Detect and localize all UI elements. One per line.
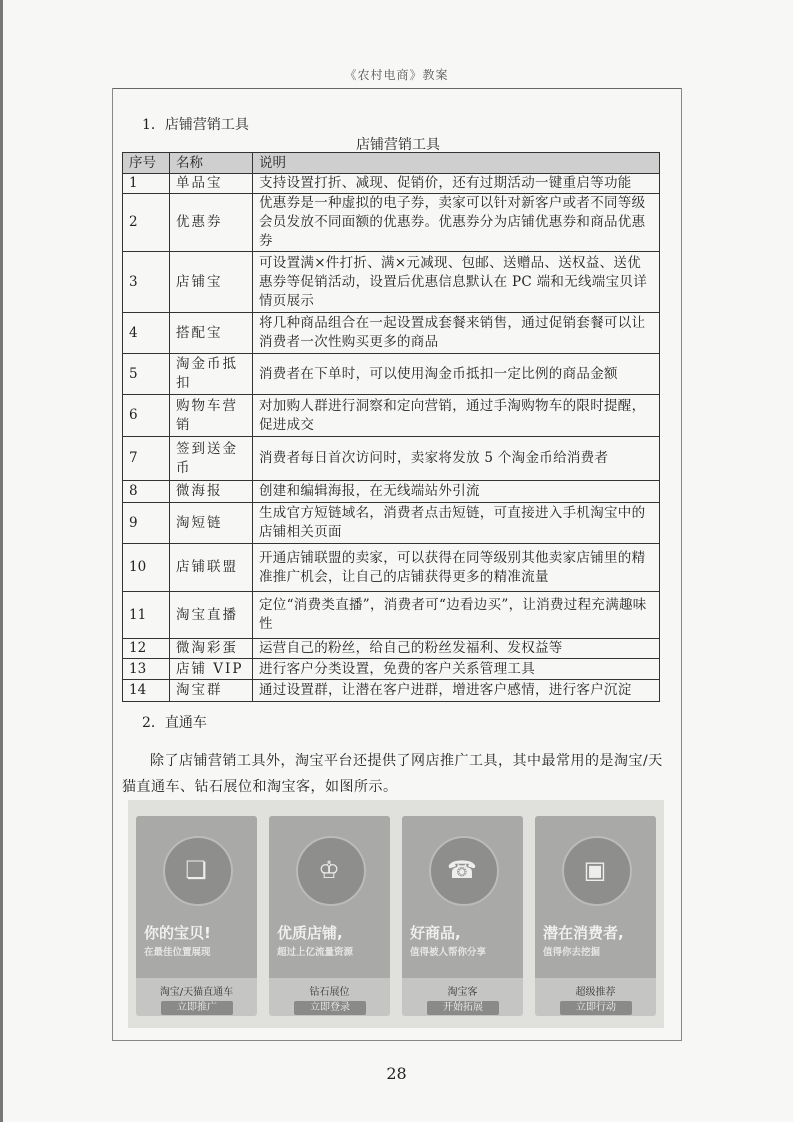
tool-name: 购物车营销 xyxy=(170,395,253,437)
phone-share-icon: ☎ xyxy=(447,856,477,884)
card-subline: 值得你去挖掘 xyxy=(543,947,601,958)
tool-name: 微海报 xyxy=(170,481,253,503)
tool-description: 通过设置群，让潜在客户进群，增进客户感情，进行客户沉淀 xyxy=(253,680,660,702)
crown-monitor-icon: ♔ xyxy=(318,856,340,884)
card-brand: 超级推荐 xyxy=(575,987,616,998)
row-number: 7 xyxy=(123,437,170,481)
card-button[interactable]: 立即推广 xyxy=(161,1001,233,1015)
table-row xyxy=(123,395,660,437)
table-row xyxy=(123,680,660,702)
devices-icon: ❏ xyxy=(185,856,207,884)
running-header: 《农村电商》教案 xyxy=(344,68,449,82)
table-row xyxy=(123,481,660,503)
table-row xyxy=(123,313,660,354)
section-heading-through-train: 2．直通车 xyxy=(142,715,207,731)
card-headline: 你的宝贝! xyxy=(144,924,211,942)
column-header-name: 名称 xyxy=(170,153,253,174)
card-headline: 好商品, xyxy=(410,924,461,942)
tool-name: 淘金币抵扣 xyxy=(170,354,253,395)
tool-name: 店铺 VIP xyxy=(170,659,253,680)
tool-description: 进行客户分类设置，免费的客户关系管理工具 xyxy=(253,659,660,680)
row-number: 10 xyxy=(123,544,170,592)
promo-card-diamond xyxy=(269,816,390,1016)
tool-name: 淘短链 xyxy=(170,503,253,544)
card-subline: 在最佳位置展现 xyxy=(144,947,211,958)
promo-card-taobaoke xyxy=(402,816,523,1016)
table-row xyxy=(123,592,660,639)
card-subline: 值得被人帮你分享 xyxy=(410,947,487,958)
tool-description: 创建和编辑海报，在无线端站外引流 xyxy=(253,481,660,503)
tool-name: 店铺宝 xyxy=(170,252,253,313)
card-brand: 淘宝客 xyxy=(447,987,478,998)
tool-description: 将几种商品组合在一起设置成套餐来销售，通过促销套餐可以让消费者一次性购买更多的商品 xyxy=(253,313,660,354)
table-row xyxy=(123,174,660,194)
tool-description: 定位“消费类直播”，消费者可“边看边买”，让消费过程充满趣味性 xyxy=(253,592,660,639)
table-caption: 店铺营销工具 xyxy=(356,137,440,153)
row-number: 12 xyxy=(123,639,170,659)
row-number: 6 xyxy=(123,395,170,437)
row-number: 14 xyxy=(123,680,170,702)
body-paragraph: 除了店铺营销工具外，淘宝平台还提供了网店推广工具，其中最常用的是淘宝/天猫直通车、钻石展位和淘宝客，如图所示。 xyxy=(122,753,663,795)
row-number: 8 xyxy=(123,481,170,503)
section-heading-tools: 1．店铺营销工具 xyxy=(142,117,249,133)
tool-name: 搭配宝 xyxy=(170,313,253,354)
tool-description: 消费者每日首次访问时，卖家将发放 5 个淘金币给消费者 xyxy=(253,437,660,481)
card-headline: 优质店铺, xyxy=(277,924,343,942)
card-headline: 潜在消费者, xyxy=(543,924,624,942)
frame-right-border xyxy=(681,88,682,1040)
row-number: 1 xyxy=(123,174,170,194)
row-number: 13 xyxy=(123,659,170,680)
tool-description: 优惠券是一种虚拟的电子券，卖家可以针对新客户或者不同等级会员发放不同面额的优惠券。优惠券分为店铺优惠券和商品优惠券 xyxy=(253,194,660,252)
tool-name: 微淘彩蛋 xyxy=(170,639,253,659)
promo-card-super-recommend xyxy=(535,816,656,1016)
card-button[interactable]: 立即行动 xyxy=(560,1001,632,1015)
row-number: 9 xyxy=(123,503,170,544)
tool-name: 淘宝群 xyxy=(170,680,253,702)
tool-name: 淘宝直播 xyxy=(170,592,253,639)
column-header-number: 序号 xyxy=(123,153,170,174)
table-row xyxy=(123,544,660,592)
column-header-description: 说明 xyxy=(253,153,660,174)
table-row xyxy=(123,437,660,481)
card-button[interactable]: 立即登录 xyxy=(294,1001,366,1015)
tool-name: 单品宝 xyxy=(170,174,253,194)
row-number: 3 xyxy=(123,252,170,313)
tool-name: 优惠券 xyxy=(170,194,253,252)
frame-bottom-border xyxy=(112,1040,682,1041)
page-number: 28 xyxy=(386,1064,407,1083)
tool-description: 运营自己的粉丝，给自己的粉丝发福利、发权益等 xyxy=(253,639,660,659)
row-number: 2 xyxy=(123,194,170,252)
frame-left-border xyxy=(112,88,113,1040)
row-number: 4 xyxy=(123,313,170,354)
tool-name: 签到送金币 xyxy=(170,437,253,481)
row-number: 5 xyxy=(123,354,170,395)
table-row xyxy=(123,354,660,395)
card-brand: 钻石展位 xyxy=(309,987,350,998)
tool-description: 消费者在下单时，可以使用淘金币抵扣一定比例的商品金额 xyxy=(253,354,660,395)
row-number: 11 xyxy=(123,592,170,639)
promo-card-ztc xyxy=(136,816,257,1016)
header-rule xyxy=(112,88,682,89)
table-row xyxy=(123,194,660,252)
table-row xyxy=(123,639,660,659)
table-header-row xyxy=(123,153,660,174)
scan-edge xyxy=(0,0,3,1122)
card-subline: 超过上亿流量资源 xyxy=(277,947,354,958)
tool-description: 生成官方短链域名，消费者点击短链，可直接进入手机淘宝中的店铺相关页面 xyxy=(253,503,660,544)
tool-description: 开通店铺联盟的卖家，可以获得在同等级别其他卖家店铺里的精准推广机会，让自己的店铺获得更多的精准流量 xyxy=(253,544,660,592)
table-row xyxy=(123,252,660,313)
card-button[interactable]: 开始拓展 xyxy=(427,1001,499,1015)
tool-description: 可设置满×件打折、满×元减现、包邮、送赠品、送权益、送优惠券等促销活动，设置后优惠信息默认在 PC 端和无线端宝贝详情页展示 xyxy=(253,252,660,313)
tool-name: 店铺联盟 xyxy=(170,544,253,592)
tool-description: 对加购人群进行洞察和定向营销，通过手淘购物车的限时提醒，促进成交 xyxy=(253,395,660,437)
table-row xyxy=(123,659,660,680)
marketing-tools-table xyxy=(122,152,660,702)
phone-cards-icon: ▣ xyxy=(583,856,607,884)
promotion-tools-figure xyxy=(128,800,664,1028)
tool-description: 支持设置打折、减现、促销价，还有过期活动一键重启等功能 xyxy=(253,174,660,194)
table-row xyxy=(123,503,660,544)
card-brand: 淘宝/天猫直通车 xyxy=(159,987,234,998)
